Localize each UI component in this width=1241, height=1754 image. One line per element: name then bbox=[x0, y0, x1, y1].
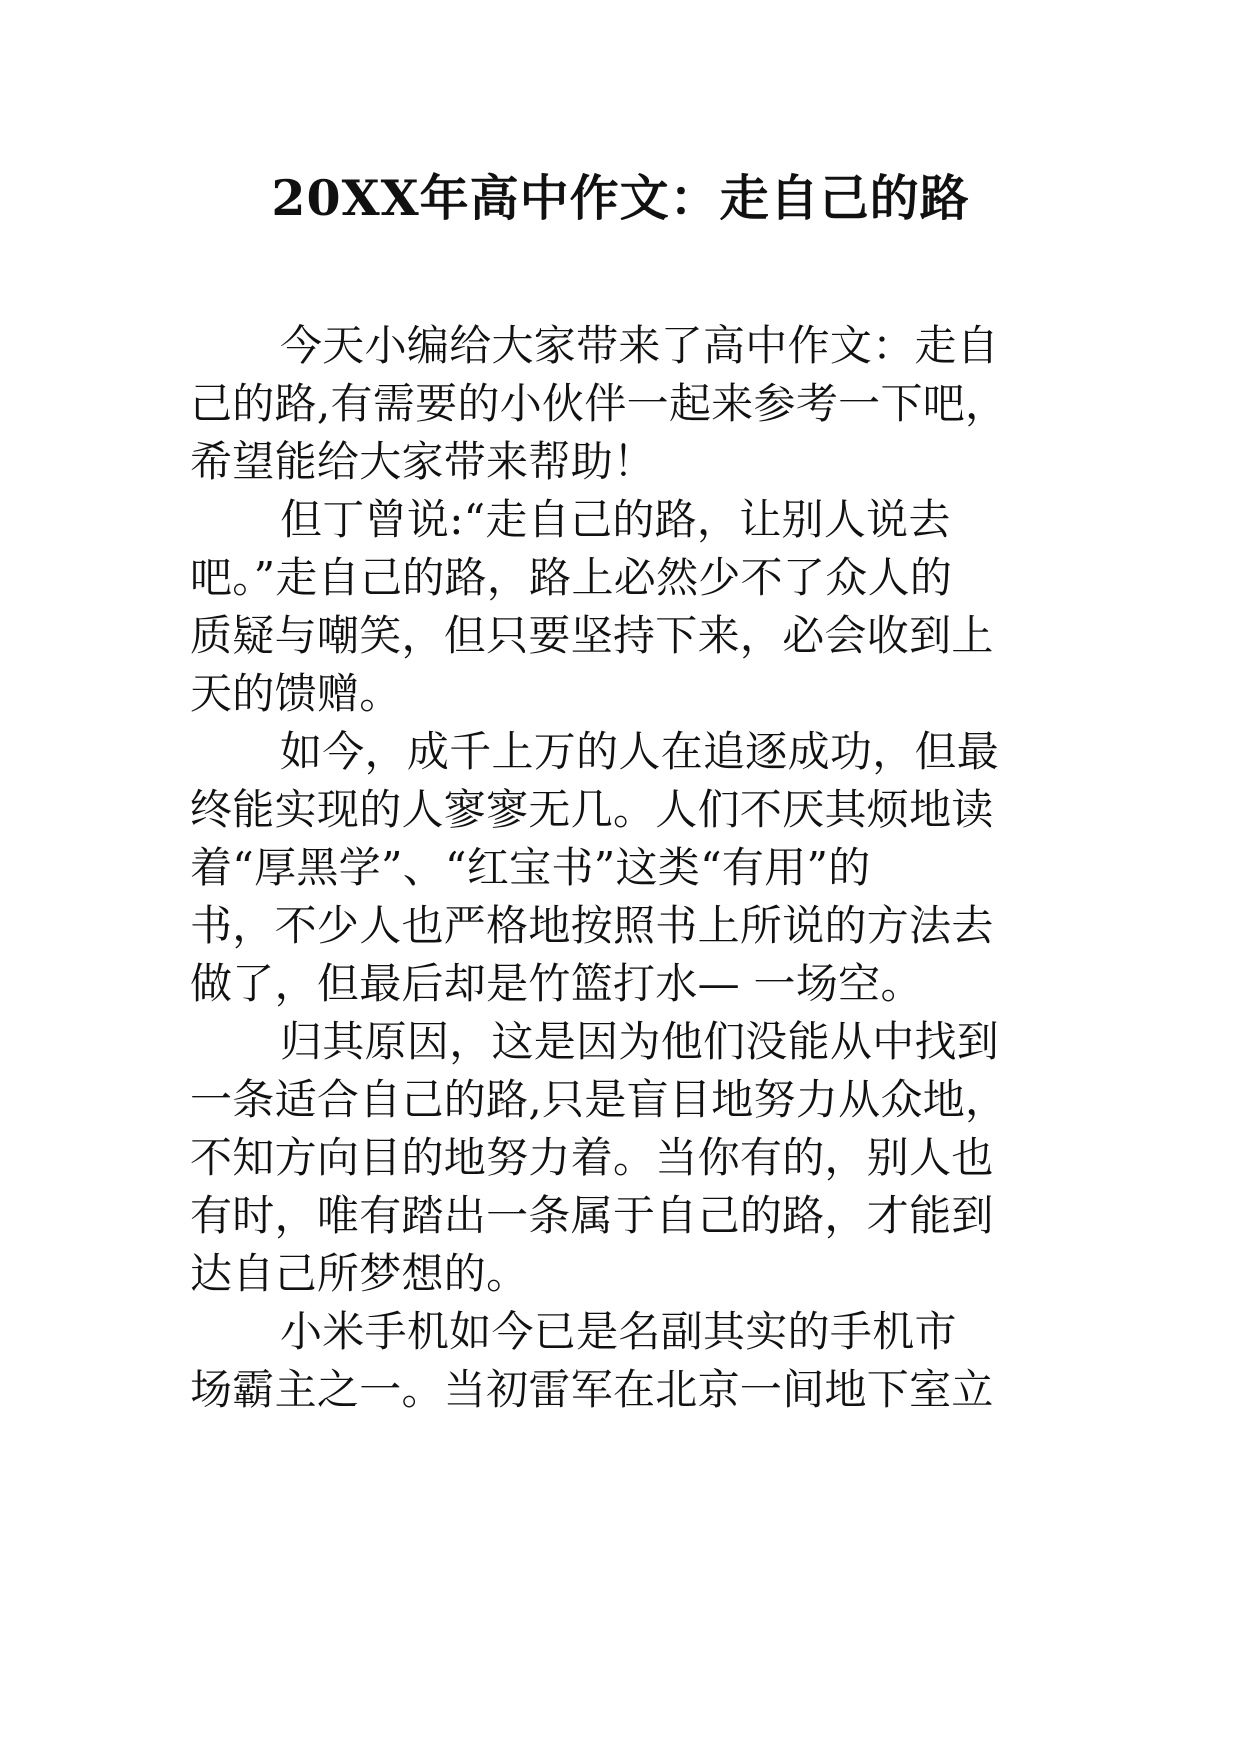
text-line: 天的馈赠。 bbox=[190, 669, 402, 718]
paragraph-dante-quote bbox=[190, 491, 1050, 723]
text-line: 达自己所梦想的。 bbox=[190, 1249, 529, 1298]
text-line: 小米手机如今已是名副其实的手机市 bbox=[280, 1307, 957, 1356]
paragraph-success-chase bbox=[190, 723, 1050, 1013]
paragraph-reason bbox=[190, 1013, 1050, 1303]
text-line: 归其原因，这是因为他们没能从中找到 bbox=[280, 1017, 1000, 1066]
text-line: 书，不少人也严格地按照书上所说的方法去 bbox=[190, 901, 994, 950]
text-line: 己的路,有需要的小伙伴一起来参考一下吧， bbox=[190, 379, 1008, 428]
document-title: 20XX年高中作文：走自己的路 bbox=[271, 169, 970, 227]
text-line: 着“厚黑学”、“红宝书”这类“有用”的 bbox=[190, 843, 871, 892]
text-line: 如今，成千上万的人在追逐成功，但最 bbox=[280, 727, 1000, 776]
text-line: 希望能给大家带来帮助！ bbox=[190, 437, 656, 486]
document-body bbox=[190, 317, 1050, 1419]
text-line: 一条适合自己的路,只是盲目地努力从众地， bbox=[190, 1075, 1008, 1124]
text-line: 终能实现的人寥寥无几。人们不厌其烦地读 bbox=[190, 785, 994, 834]
text-line: 不知方向目的地努力着。当你有的，别人也 bbox=[190, 1133, 994, 1182]
text-line: 场霸主之一。当初雷军在北京一间地下室立 bbox=[190, 1365, 994, 1414]
text-line: 质疑与嘲笑，但只要坚持下来，必会收到上 bbox=[190, 611, 994, 660]
text-line: 今天小编给大家带来了高中作文：走自 bbox=[280, 321, 1000, 370]
text-line: 做了，但最后却是竹篮打水— 一场空。 bbox=[190, 959, 923, 1008]
text-line: 有时，唯有踏出一条属于自己的路，才能到 bbox=[190, 1191, 994, 1240]
paragraph-intro bbox=[190, 317, 1050, 491]
text-line: 但丁曾说:“走自己的路，让别人说去 bbox=[280, 495, 951, 544]
text-line: 吧。”走自己的路，路上必然少不了众人的 bbox=[190, 553, 953, 602]
paragraph-xiaomi bbox=[190, 1303, 1050, 1419]
